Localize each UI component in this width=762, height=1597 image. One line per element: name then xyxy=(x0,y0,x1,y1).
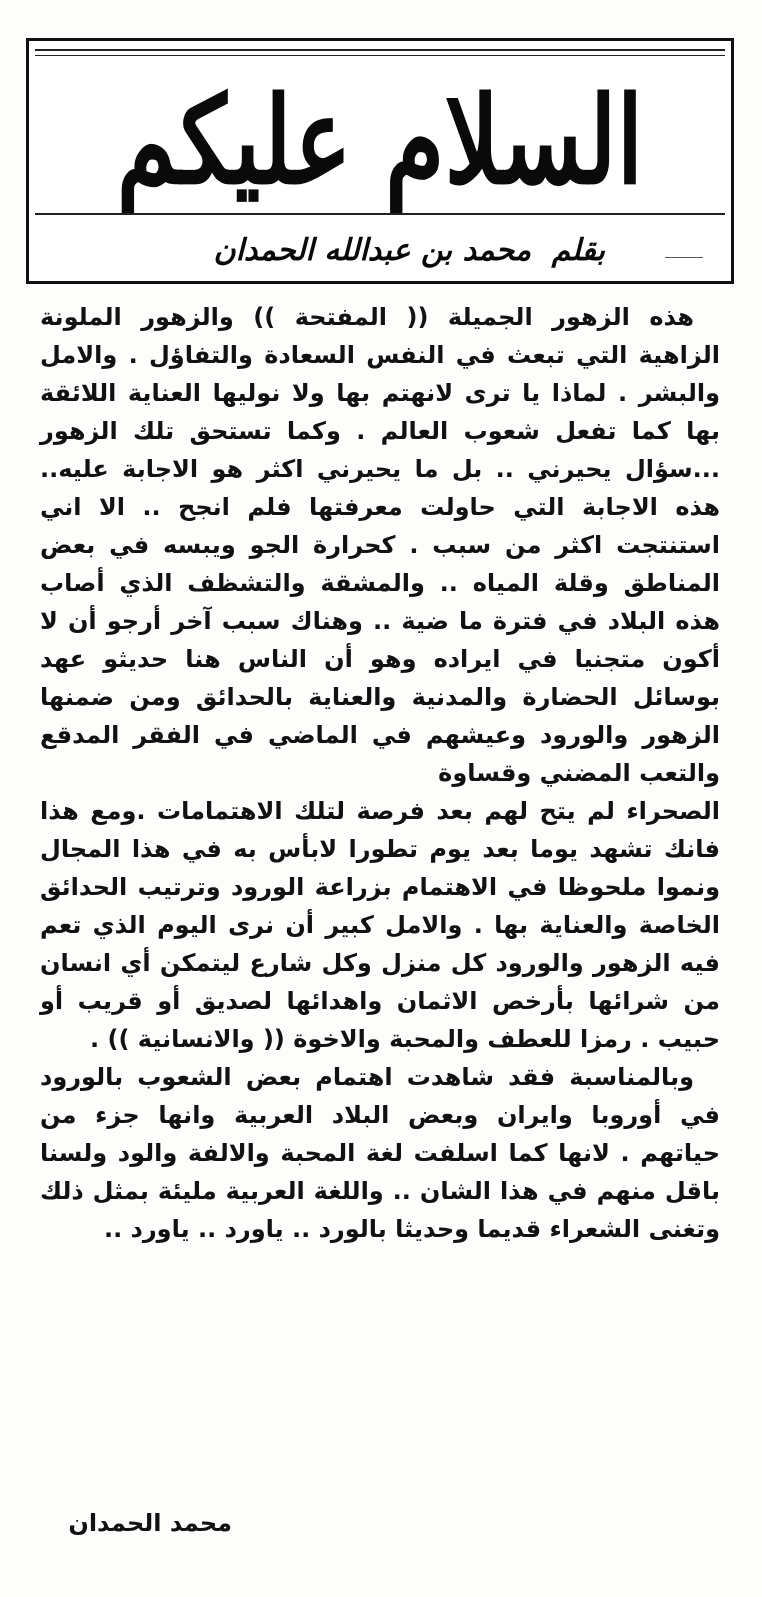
masthead-top-rule-thin xyxy=(35,55,725,56)
article-paragraph: الصحراء لم يتح لهم بعد فرصة لتلك الاهتمامات .ومع هذا فانك تشهد يوما بعد يوم تطورا لابأس به في هذا المجال ونموا ملحوظا في الاهتمام بزراعة الورود وترتيب الحدائق الخاصة والعناية بها . والامل كبير أن نرى اليوم الذي تعم فيه الزهور والورود كل منزل وكل شارع ليتمكن أي انسان من شرائها بأرخص الاثمان واهدائها لصديق أو قريب أو حبيب . رمزا للعطف والمحبة والاخوة (( والانسانية )) . xyxy=(40,797,720,1053)
column-masthead xyxy=(26,38,734,284)
author-signature: محمد الحمدان xyxy=(68,1509,232,1537)
masthead-title: السلام عليكم xyxy=(116,69,644,211)
article-body xyxy=(40,298,720,1248)
masthead-top-rule xyxy=(35,49,725,51)
article-paragraph: هذه الزهور الجميلة (( المفتحة )) والزهور الملونة الزاهية التي تبعث في النفس السعادة والتفاؤل . والامل والبشر . لماذا يا ترى لانهتم بها ولا نوليها العناية اللائقة بها كما تفعل شعوب العالم . وكما تستحق تلك الزهور ...سؤال يحيرني .. بل ما يحيرني اكثر هو الاجابة عليه.. هذه الاجابة التي حاولت معرفتها فلم انجح .. الا اني استنتجت اكثر من سبب . كحرارة الجو ويبسه في بعض المناطق وقلة المياه .. والمشقة والتشظف الذي أصاب هذه البلاد في فترة ما ضية .. وهناك سبب آخر أرجو أن لا أكون متجنيا في ايراده وهو أن الناس هنا حديثو عهد بوسائل الحضارة والمدنية والعناية بالحدائق ومن ضمنها الزهور والورود وعيشهم في الماضي في الفقر المدقع والتعب المضني وقساوة xyxy=(40,303,720,787)
byline-prefix: بقلم xyxy=(551,233,605,268)
masthead-underline xyxy=(35,213,725,215)
article-paragraph: وبالمناسبة فقد شاهدت اهتمام بعض الشعوب بالورود في أوروبا وايران وبعض البلاد العربية وانها جزء من حياتهم . لانها كما اسلفت لغة المحبة والالفة والود ولسنا باقل منهم في هذا الشان .. واللغة العربية مليئة بمثل ذلك وتغنى الشعراء قديما وحديثا بالورد .. ياورد .. ياورد .. xyxy=(40,1063,720,1243)
byline-author: محمد بن عبدالله الحمدان xyxy=(213,233,532,268)
print-stamp-mark xyxy=(665,247,703,258)
byline xyxy=(85,231,605,271)
